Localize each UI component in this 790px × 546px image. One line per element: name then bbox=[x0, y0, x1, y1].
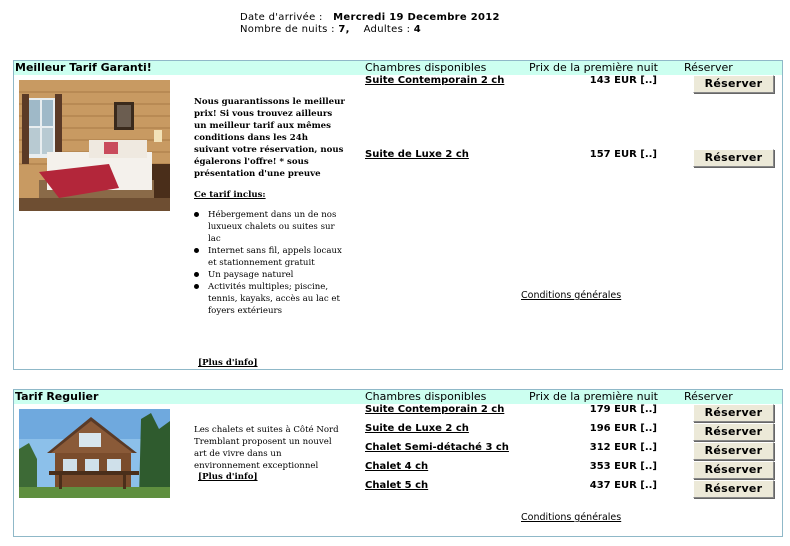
reserve-button[interactable]: Réserver bbox=[693, 404, 774, 422]
room-price: 179 EUR [..] bbox=[589, 404, 657, 415]
nights-value: 7, bbox=[338, 24, 350, 35]
reserve-button[interactable]: Réserver bbox=[693, 75, 774, 93]
chalet-photo bbox=[19, 409, 170, 498]
room-price: 196 EUR [..] bbox=[589, 423, 657, 434]
room-link[interactable]: Suite de Luxe 2 ch bbox=[365, 149, 469, 160]
included-title: Ce tarif inclus: bbox=[194, 190, 266, 200]
room-link[interactable]: Suite Contemporain 2 ch bbox=[365, 75, 505, 86]
arrival-line bbox=[240, 12, 500, 23]
col-book-header: Réserver bbox=[684, 61, 733, 74]
included-item: Activités multiples; piscine, tennis, kayaks, accès au lac et foyers extérieurs bbox=[194, 281, 346, 317]
included-list bbox=[194, 209, 346, 317]
included-item: Internet sans fil, appels locaux et stationnement gratuit bbox=[194, 245, 346, 269]
room-link[interactable]: Suite Contemporain 2 ch bbox=[365, 404, 505, 415]
regular-rate-description: Les chalets et suites à Côté Nord Tremblant proposent un nouvel art de vivre dans un environnement exceptionnel bbox=[194, 425, 339, 471]
room-price: 437 EUR [..] bbox=[589, 480, 657, 491]
reserve-button[interactable]: Réserver bbox=[693, 423, 774, 441]
arrival-label: Date d'arrivée : bbox=[240, 12, 323, 23]
included-item: Un paysage naturel bbox=[194, 269, 346, 281]
room-link[interactable]: Chalet 4 ch bbox=[365, 461, 429, 472]
best-rate-more-info-link[interactable]: [Plus d'info] bbox=[198, 358, 258, 368]
room-link[interactable]: Suite de Luxe 2 ch bbox=[365, 423, 469, 434]
regular-rate-header bbox=[14, 390, 782, 404]
regular-rate-title: Tarif Regulier bbox=[15, 390, 99, 403]
col-rooms-header: Chambres disponibles bbox=[365, 390, 487, 403]
nights-line bbox=[240, 24, 421, 35]
regular-rate-panel bbox=[13, 389, 783, 537]
adults-value: 4 bbox=[413, 24, 422, 35]
adults-label: Adultes : bbox=[363, 24, 411, 35]
best-rate-panel bbox=[13, 60, 783, 370]
room-link[interactable]: Chalet 5 ch bbox=[365, 480, 429, 491]
arrival-value: Mercredi 19 Decembre 2012 bbox=[333, 12, 500, 23]
nights-label: Nombre de nuits : bbox=[240, 24, 335, 35]
reserve-button[interactable]: Réserver bbox=[693, 149, 774, 167]
bedroom-photo bbox=[19, 80, 170, 211]
room-price: 157 EUR [..] bbox=[589, 149, 657, 160]
room-price: 143 EUR [..] bbox=[589, 75, 657, 86]
best-rate-header bbox=[14, 61, 782, 75]
best-rate-title: Meilleur Tarif Garanti! bbox=[15, 61, 152, 74]
col-price-header: Prix de la première nuit bbox=[529, 61, 658, 74]
reserve-button[interactable]: Réserver bbox=[693, 442, 774, 460]
terms-link[interactable]: Conditions générales bbox=[521, 290, 622, 301]
best-rate-description: Nous guarantissons le meilleur prix! Si vous trouvez ailleurs un meilleur tarif aux mêmes conditions dans les 24h suivant votre réservation, nous égalerons l'offre! * sous présentation d'une preuve bbox=[194, 97, 345, 179]
regular-rate-more-info-link[interactable]: [Plus d'info] bbox=[198, 472, 258, 482]
col-rooms-header: Chambres disponibles bbox=[365, 61, 487, 74]
room-price: 312 EUR [..] bbox=[589, 442, 657, 453]
col-book-header: Réserver bbox=[684, 390, 733, 403]
col-price-header: Prix de la première nuit bbox=[529, 390, 658, 403]
included-item: Hébergement dans un de nos luxueux chalets ou suites sur lac bbox=[194, 209, 346, 245]
terms-link[interactable]: Conditions générales bbox=[521, 512, 622, 523]
room-link[interactable]: Chalet Semi-détaché 3 ch bbox=[365, 442, 509, 453]
reserve-button[interactable]: Réserver bbox=[693, 461, 774, 479]
reserve-button[interactable]: Réserver bbox=[693, 480, 774, 498]
room-price: 353 EUR [..] bbox=[589, 461, 657, 472]
